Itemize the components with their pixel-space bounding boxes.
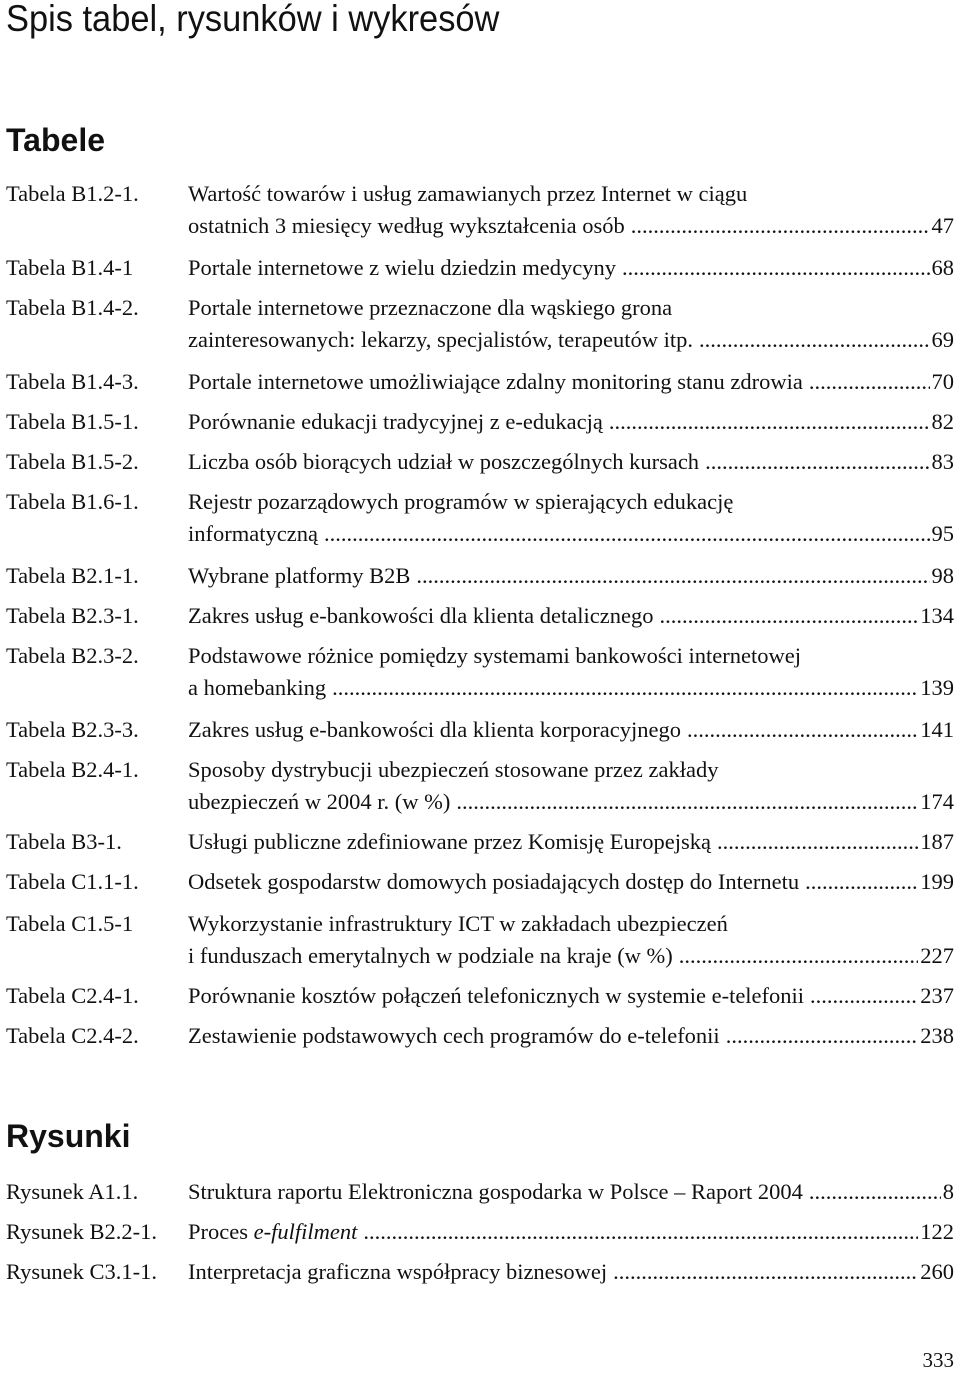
entry-line xyxy=(188,940,954,972)
dot-leader xyxy=(809,1176,941,1208)
entry-description xyxy=(188,406,954,438)
entry-page-number: 187 xyxy=(920,829,954,854)
dot-leader xyxy=(332,672,918,704)
entry-page-number: 98 xyxy=(931,563,954,588)
dot-leader xyxy=(659,600,918,632)
dot-leader xyxy=(609,406,930,438)
entry-label: Tabela C2.4-1. xyxy=(6,983,139,1008)
entry-page-number: 69 xyxy=(931,327,954,352)
entry-text: Porównanie edukacji tradycyjnej z e-edukacją xyxy=(188,409,603,434)
entry-text: ostatnich 3 miesięcy według wykształcenia osób xyxy=(188,213,625,238)
entry-description xyxy=(188,366,954,398)
dot-leader xyxy=(324,518,930,550)
entry-description xyxy=(188,826,954,858)
entry-text: a homebanking xyxy=(188,675,327,700)
entry-line xyxy=(188,366,954,398)
entry-line xyxy=(188,672,954,704)
entry-label: Rysunek C3.1-1. xyxy=(6,1259,157,1284)
entry-line xyxy=(188,980,954,1012)
dot-leader xyxy=(726,1020,919,1052)
entry-description xyxy=(188,178,954,242)
entry-title: Interpretacja graficzna współpracy biznesowej xyxy=(188,1259,608,1284)
entry-label: Tabela B2.3-3. xyxy=(6,717,139,742)
entry-line xyxy=(188,786,954,818)
entry-text: ubezpieczeń w 2004 r. (w %) xyxy=(188,789,451,814)
entry-line xyxy=(188,210,954,242)
dot-leader xyxy=(622,252,930,284)
entry-page-number: 238 xyxy=(920,1023,954,1048)
entry-description xyxy=(188,980,954,1012)
entry-description xyxy=(188,1216,954,1248)
entry-description xyxy=(188,908,954,972)
dot-leader xyxy=(809,366,930,398)
dot-leader xyxy=(363,1216,918,1248)
entry-line xyxy=(188,560,954,592)
entry-label: Rysunek B2.2-1. xyxy=(6,1219,157,1244)
entry-title: Struktura raportu Elektroniczna gospodarka w Polsce – Raport 2004 xyxy=(188,1179,803,1204)
entry-page-number: 134 xyxy=(920,603,954,628)
entry-description xyxy=(188,1020,954,1052)
entry-line: Sposoby dystrybucji ubezpieczeń stosowane przez zakłady xyxy=(188,757,719,782)
entry-line: Portale internetowe przeznaczone dla wąskiego grona xyxy=(188,295,673,320)
entry-line xyxy=(188,446,954,478)
entry-description xyxy=(188,754,954,818)
entry-label: Tabela B2.3-2. xyxy=(6,643,139,668)
entry-text xyxy=(188,1216,357,1248)
entry-line: Podstawowe różnice pomiędzy systemami bankowości internetowej xyxy=(188,643,801,668)
entry-text: Portale internetowe z wielu dziedzin medycyny xyxy=(188,255,616,280)
entry-line: Rejestr pozarządowych programów w spierających edukację xyxy=(188,489,734,514)
entry-label: Tabela B1.5-1. xyxy=(6,409,139,434)
entry-page-number: 237 xyxy=(920,983,954,1008)
entry-line: Wykorzystanie infrastruktury ICT w zakładach ubezpieczeń xyxy=(188,911,728,936)
entry-description xyxy=(188,252,954,284)
dot-leader xyxy=(805,866,918,898)
entry-page-number: 8 xyxy=(942,1179,954,1204)
entry-label: Tabela B1.4-3. xyxy=(6,369,139,394)
dot-leader xyxy=(705,446,929,478)
entry-label: Tabela C1.1-1. xyxy=(6,869,139,894)
entry-page-number: 260 xyxy=(920,1259,954,1284)
entry-page-number: 82 xyxy=(931,409,954,434)
entry-text: informatyczną xyxy=(188,521,318,546)
entry-page-number: 199 xyxy=(920,869,954,894)
entry-text: Usługi publiczne zdefiniowane przez Komisję Europejską xyxy=(188,829,711,854)
entry-description xyxy=(188,292,954,356)
entry-line xyxy=(188,1176,954,1208)
entry-label: Tabela B1.5-2. xyxy=(6,449,139,474)
entry-label: Tabela B3-1. xyxy=(6,829,122,854)
entry-line xyxy=(188,714,954,746)
entry-description xyxy=(188,640,954,704)
entry-description xyxy=(188,446,954,478)
entry-text: Odsetek gospodarstw domowych posiadających dostęp do Internetu xyxy=(188,869,800,894)
entry-line xyxy=(188,826,954,858)
entry-description xyxy=(188,600,954,632)
entry-page-number: 227 xyxy=(920,943,954,968)
entry-label: Tabela C2.4-2. xyxy=(6,1023,139,1048)
entry-text: Zakres usług e-bankowości dla klienta korporacyjnego xyxy=(188,717,681,742)
entry-text: Liczba osób biorących udział w poszczególnych kursach xyxy=(188,449,700,474)
entry-label: Tabela B1.6-1. xyxy=(6,489,139,514)
entry-line xyxy=(188,252,954,284)
entry-label: Rysunek A1.1. xyxy=(6,1179,139,1204)
entry-line xyxy=(188,324,954,356)
entry-text: Zestawienie podstawowych cech programów do e-telefonii xyxy=(188,1023,720,1048)
entry-page-number: 174 xyxy=(920,789,954,814)
entry-label: Tabela C1.5-1 xyxy=(6,911,134,936)
dot-leader xyxy=(679,940,918,972)
dot-leader xyxy=(810,980,918,1012)
entry-line xyxy=(188,1020,954,1052)
entry-label: Tabela B2.3-1. xyxy=(6,603,139,628)
page-title: Spis tabel, rysunków i wykresów xyxy=(6,0,500,39)
entry-page-number: 83 xyxy=(931,449,954,474)
entry-page-number: 70 xyxy=(931,369,954,394)
entry-page-number: 47 xyxy=(931,213,954,238)
section-heading-rysunki: Rysunki xyxy=(6,1118,131,1154)
entry-description xyxy=(188,1176,954,1208)
entry-page-number: 95 xyxy=(931,521,954,546)
entry-page-number: 141 xyxy=(920,717,954,742)
entry-description xyxy=(188,486,954,550)
entry-text: Portale internetowe umożliwiające zdalny monitoring stanu zdrowia xyxy=(188,369,803,394)
entry-line xyxy=(188,866,954,898)
entry-line xyxy=(188,1216,954,1248)
entry-page-number: 122 xyxy=(920,1219,954,1244)
section-heading-tabele: Tabele xyxy=(6,122,105,158)
dot-leader xyxy=(613,1256,918,1288)
entry-text xyxy=(188,1256,607,1288)
entry-label: Tabela B1.4-1 xyxy=(6,255,134,280)
entry-text: zainteresowanych: lekarzy, specjalistów, terapeutów itp. xyxy=(188,327,694,352)
entry-line xyxy=(188,406,954,438)
entry-description xyxy=(188,1256,954,1288)
entry-title: Proces xyxy=(188,1219,254,1244)
entry-text: Porównanie kosztów połączeń telefonicznych w systemie e-telefonii xyxy=(188,983,805,1008)
entry-description xyxy=(188,560,954,592)
entry-text: Zakres usług e-bankowości dla klienta detalicznego xyxy=(188,603,654,628)
entry-line xyxy=(188,518,954,550)
entry-description xyxy=(188,866,954,898)
entry-text xyxy=(188,1176,803,1208)
dot-leader xyxy=(717,826,918,858)
entry-text: i funduszach emerytalnych w podziale na kraje (w %) xyxy=(188,943,673,968)
entry-label: Tabela B2.4-1. xyxy=(6,757,139,782)
entry-label: Tabela B1.2-1. xyxy=(6,181,139,206)
dot-leader xyxy=(416,560,929,592)
dot-leader xyxy=(687,714,918,746)
entry-description xyxy=(188,714,954,746)
dot-leader xyxy=(631,210,930,242)
entry-line: Wartość towarów i usług zamawianych przez Internet w ciągu xyxy=(188,181,748,206)
entry-text: Wybrane platformy B2B xyxy=(188,563,411,588)
dot-leader xyxy=(699,324,929,356)
entry-page-number: 139 xyxy=(920,675,954,700)
entry-line xyxy=(188,600,954,632)
entry-page-number: 68 xyxy=(931,255,954,280)
entry-label: Tabela B2.1-1. xyxy=(6,563,139,588)
dot-leader xyxy=(456,786,918,818)
entry-label: Tabela B1.4-2. xyxy=(6,295,139,320)
entry-title-italic: e-fulfilment xyxy=(253,1219,358,1244)
page-number: 333 xyxy=(922,1348,954,1372)
entry-line xyxy=(188,1256,954,1288)
